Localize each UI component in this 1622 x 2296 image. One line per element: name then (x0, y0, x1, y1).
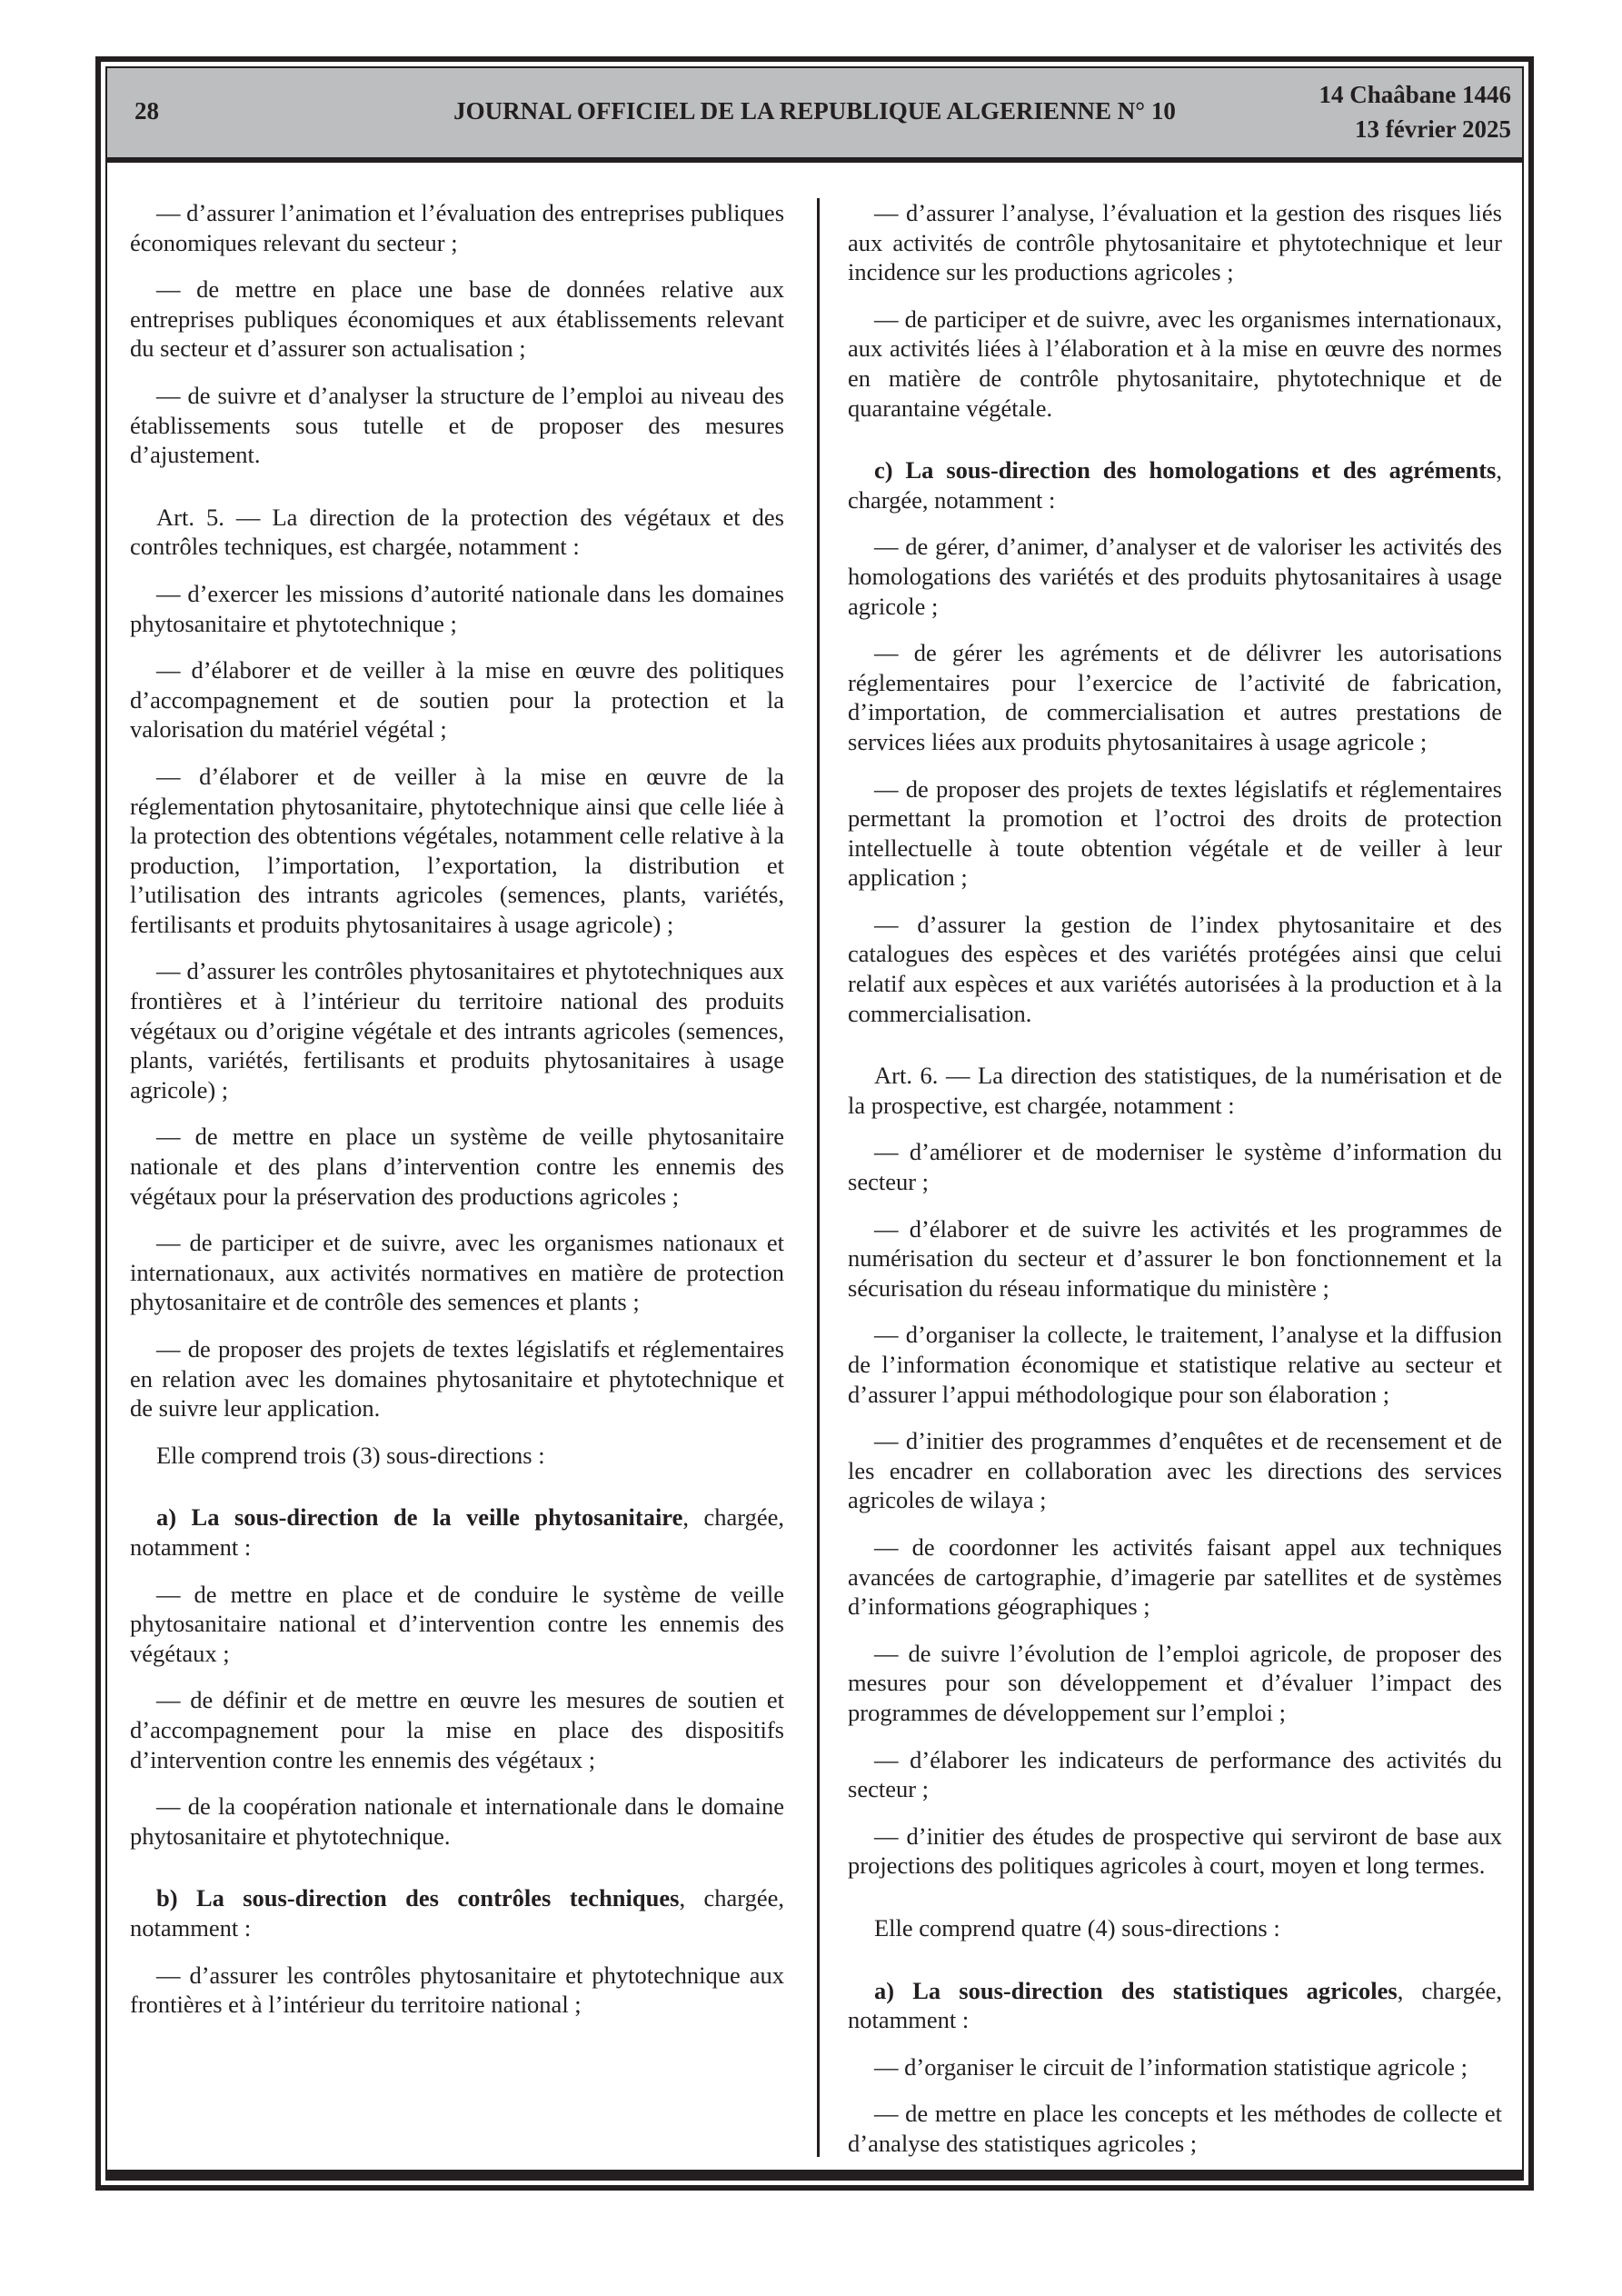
paragraph (848, 1639, 1502, 1728)
paragraph (130, 655, 784, 744)
paragraph-text: — de mettre en place les concepts et les méthodes de collecte et d’analyse des statistiques agricoles ; (848, 2100, 1502, 2157)
paragraph-text: Elle comprend quatre (4) sous-directions : (874, 1913, 1280, 1942)
paragraph (130, 1122, 784, 1211)
issue-date (1318, 77, 1511, 146)
section-heading-paragraph (848, 455, 1502, 514)
paragraph-text: Art. 5. — La direction de la protection des végétaux et des contrôles techniques, est chargée, notamment : (130, 503, 784, 561)
paragraph (130, 1441, 784, 1471)
paragraph (130, 1685, 784, 1774)
section-heading-paragraph (130, 1883, 784, 1942)
paragraph (848, 1214, 1502, 1303)
paragraph (130, 275, 784, 364)
section-heading-paragraph (848, 1976, 1502, 2035)
paragraph (130, 1580, 784, 1669)
paragraph (130, 503, 784, 562)
paragraph-text: — d’améliorer et de moderniser le système d’information du secteur ; (848, 1138, 1502, 1196)
journal-header (107, 68, 1522, 163)
paragraph (848, 1822, 1502, 1881)
paragraph (130, 956, 784, 1104)
paragraph-text: — d’initier des programmes d’enquêtes et de recensement et de les encadrer en collaboration avec les directions des services agricoles de wilaya ; (848, 1427, 1502, 1514)
paragraph (848, 638, 1502, 756)
paragraph-text: — de la coopération nationale et internationale dans le domaine phytosanitaire et phytotechnique. (130, 1792, 784, 1850)
subdirection-title: c) La sous-direction des homologations et des agréments (874, 456, 1497, 484)
paragraph-text: — d’initier des études de prospective qui serviront de base aux projections des politiques agricoles à court, moyen et long termes. (848, 1822, 1502, 1880)
paragraph-text: — de gérer, d’animer, d’analyser et de valoriser les activités des homologations des variétés et des produits phytosanitaires à usage agricole ; (848, 533, 1502, 620)
paragraph (848, 304, 1502, 423)
paragraph (848, 910, 1502, 1028)
paragraph (848, 1137, 1502, 1196)
subdirection-title: a) La sous-direction de la veille phytosanitaire (156, 1503, 683, 1532)
paragraph-text: — d’assurer les contrôles phytosanitaires et phytotechniques aux frontières et à l’intérieur du territoire national des produits végétaux ou d’origine végétale et des intrants agricoles (semences, plants, variétés, fertilisants et produits phytosanitaires à usage agricole) ; (130, 957, 784, 1103)
paragraph-text: — de gérer les agréments et de délivrer les autorisations réglementaires pour l’exercice de l’activité de fabrication, d’importation, de commercialisation et autres prestations de services liées aux produits phytosanitaires à usage agricole ; (848, 639, 1502, 755)
paragraph-text: , chargée, notamment : (848, 1976, 1502, 2034)
paragraph-text: — de mettre en place un système de veille phytosanitaire nationale et des plans d’intervention contre les ennemis des végétaux pour la préservation des productions agricoles ; (130, 1123, 784, 1210)
paragraph-text: — de mettre en place et de conduire le système de veille phytosanitaire national et d’intervention contre les ennemis des végétaux ; (130, 1580, 784, 1667)
paragraph-text: — d’assurer l’analyse, l’évaluation et la gestion des risques liés aux activités de contrôle phytosanitaire et phytotechnique et leur incidence sur les productions agricoles ; (848, 199, 1502, 286)
left-column (130, 198, 784, 2037)
paragraph-text: — de participer et de suivre, avec les organismes nationaux et internationaux, aux activités normatives en matière de protection phytosanitaire et de contrôle des semences et plants ; (130, 1229, 784, 1316)
paragraph-text: — d’élaborer les indicateurs de performance des activités du secteur ; (848, 1745, 1502, 1803)
paragraph (848, 1320, 1502, 1409)
paragraph (848, 2099, 1502, 2158)
section-heading-paragraph (130, 1502, 784, 1562)
paragraph-text: — d’organiser le circuit de l’information statistique agricole ; (874, 2052, 1468, 2081)
paragraph-text: — de suivre et d’analyser la structure de l’emploi au niveau des établissements sous tutelle et de proposer des mesures d’ajustement. (130, 381, 784, 469)
paragraph-text: , chargée, notamment : (130, 1884, 784, 1942)
paragraph (130, 579, 784, 638)
paragraph-text: , chargée, notamment : (130, 1503, 784, 1561)
column-divider (817, 198, 820, 2157)
paragraph (130, 198, 784, 257)
paragraph-text: — d’exercer les missions d’autorité nationale dans les domaines phytosanitaire et phytotechnique ; (130, 579, 784, 637)
page-number: 28 (134, 97, 159, 125)
paragraph-text: — d’élaborer et de veiller à la mise en œuvre des politiques d’accompagnement et de soutien pour la protection et la valorisation du matériel végétal ; (130, 656, 784, 744)
paragraph-text: , chargée, notamment : (848, 456, 1502, 514)
paragraph-text: — d’élaborer et de suivre les activités et les programmes de numérisation du secteur et d’assurer le bon fonctionnement et la sécurisation du réseau informatique du ministère ; (848, 1214, 1502, 1302)
paragraph (130, 762, 784, 940)
paragraph-text: — de définir et de mettre en œuvre les mesures de soutien et d’accompagnement pour la mise en place des dispositifs d’intervention contre les ennemis des végétaux ; (130, 1686, 784, 1773)
paragraph (848, 1532, 1502, 1622)
date-hijri: 14 Chaâbane 1446 (1318, 81, 1511, 108)
paragraph-text: — de participer et de suivre, avec les organismes internationaux, aux activités liées à l’élaboration et à la mise en œuvre des normes en matière de contrôle phytosanitaire, phytotechnique et de quarantaine végétale. (848, 304, 1502, 422)
paragraph (848, 1913, 1502, 1943)
paragraph (848, 1745, 1502, 1804)
paragraph (130, 1334, 784, 1423)
paragraph (130, 1792, 784, 1851)
paragraph-text: — d’élaborer et de veiller à la mise en œuvre de la réglementation phytosanitaire, phytotechnique ainsi que celle liée à la protection des obtentions végétales, notamment celle relative à la production, l’importation, l’exportation, la distribution et l’utilisation des intrants agricoles (semences, plants, variétés, fertilisants et produits phytosanitaires à usage agricole) ; (130, 762, 784, 938)
paragraph (848, 2052, 1502, 2082)
paragraph (130, 381, 784, 470)
date-gregorian: 13 février 2025 (1355, 115, 1511, 143)
paragraph-text: — de proposer des projets de textes législatifs et réglementaires en relation avec les domaines phytosanitaire et phytotechnique et de suivre leur application. (130, 1335, 784, 1423)
paragraph-text: — de suivre l’évolution de l’emploi agricole, de proposer des mesures pour son développement et d’évaluer l’impact des programmes de développement sur l’emploi ; (848, 1639, 1502, 1726)
paragraph (130, 1961, 784, 2020)
paragraph-text: Elle comprend trois (3) sous-directions : (156, 1441, 545, 1469)
paragraph (130, 1228, 784, 1317)
paragraph-text: — de mettre en place une base de données relative aux entreprises publiques économiques et aux établissements relevant du secteur et d’assurer son actualisation ; (130, 275, 784, 363)
paragraph-text: — de proposer des projets de textes législatifs et réglementaires permettant la promotion et l’octroi des droits de protection intellectuelle à toute obtention végétale et de veiller à leur application ; (848, 774, 1502, 892)
paragraph-text: — d’assurer les contrôles phytosanitaire et phytotechnique aux frontières et à l’intérieur du territoire national ; (130, 1961, 784, 2019)
paragraph (848, 774, 1502, 893)
paragraph (848, 1061, 1502, 1120)
paragraph-text: Art. 6. — La direction des statistiques, de la numérisation et de la prospective, est chargée, notamment : (848, 1062, 1502, 1119)
paragraph (848, 532, 1502, 621)
subdirection-title: b) La sous-direction des contrôles techniques (156, 1884, 680, 1912)
paragraph-text: — de coordonner les activités faisant appel aux techniques avancées de cartographie, d’imagerie par satellites et de systèmes d’informations géographiques ; (848, 1532, 1502, 1621)
paragraph-text: — d’assurer la gestion de l’index phytosanitaire et des catalogues des espèces et des variétés protégées ainsi que celui relatif aux espèces et aux variétés autorisées à la production et à la commercialisation. (848, 910, 1502, 1027)
paragraph (848, 198, 1502, 287)
journal-title: JOURNAL OFFICIEL DE LA REPUBLIQUE ALGERIENNE N° 10 (453, 97, 1176, 125)
subdirection-title: a) La sous-direction des statistiques agricoles (874, 1976, 1398, 2004)
paragraph-text: — d’assurer l’animation et l’évaluation des entreprises publiques économiques relevant du secteur ; (130, 199, 785, 256)
paragraph-text: — d’organiser la collecte, le traitement, l’analyse et la diffusion de l’information économique et statistique relative au secteur et d’assurer l’appui méthodologique pour son élaboration ; (848, 1321, 1502, 1408)
right-column (848, 198, 1502, 2175)
paragraph (848, 1426, 1502, 1515)
